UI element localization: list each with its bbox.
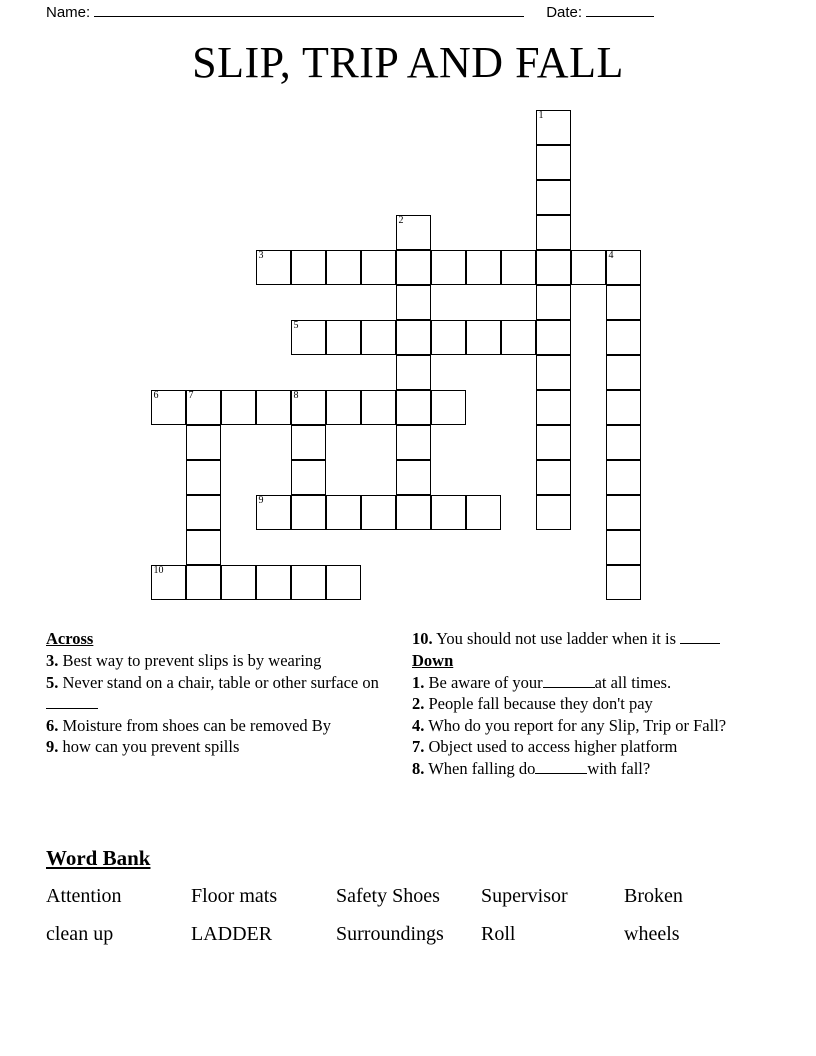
grid-cell-start-7[interactable]: [186, 390, 221, 425]
word-bank-item: Floor mats: [191, 885, 278, 907]
grid-cell-start-6[interactable]: [151, 390, 186, 425]
grid-cell-start-2[interactable]: [396, 215, 431, 250]
clue-text: You should not use ladder when it is: [436, 629, 677, 648]
clue-text: Who do you report for any Slip, Trip or Fall?: [428, 715, 727, 735]
word-bank-item: Supervisor: [481, 885, 568, 907]
grid-cell[interactable]: [291, 425, 326, 460]
grid-cell[interactable]: [571, 250, 606, 285]
across-heading: Across: [46, 629, 94, 648]
grid-cell[interactable]: [256, 565, 291, 600]
clue-text: When falling do: [428, 758, 536, 778]
clue-text: Be aware of your: [428, 672, 543, 692]
clue-across-3: [46, 650, 398, 672]
grid-cell[interactable]: [536, 180, 571, 215]
grid-cell-start-10[interactable]: [151, 565, 186, 600]
clue-down-7: [412, 736, 770, 758]
grid-cell[interactable]: [536, 460, 571, 495]
grid-cell[interactable]: [536, 425, 571, 460]
word-bank-list: [46, 881, 770, 949]
grid-cell[interactable]: [536, 390, 571, 425]
clue-blank[interactable]: [543, 674, 595, 688]
grid-cell[interactable]: [606, 565, 641, 600]
clues-column-left: [46, 628, 398, 758]
clue-down-1: [412, 672, 770, 694]
grid-cell[interactable]: [326, 390, 361, 425]
grid-cell[interactable]: [606, 530, 641, 565]
grid-cell[interactable]: [536, 250, 571, 285]
grid-cell[interactable]: [606, 285, 641, 320]
grid-cell-start-3[interactable]: [256, 250, 291, 285]
clues-column-right: [412, 628, 770, 779]
clue-text: People fall because they don't pay: [428, 694, 653, 713]
grid-clue-number: 1: [538, 110, 544, 121]
grid-cell[interactable]: [186, 565, 221, 600]
grid-cell[interactable]: [536, 320, 571, 355]
grid-cell[interactable]: [291, 565, 326, 600]
down-heading: Down: [412, 650, 454, 670]
grid-clue-number: 7: [188, 390, 194, 401]
word-bank-item: Surroundings: [336, 923, 444, 945]
clue-text-after: with fall?: [587, 758, 651, 778]
grid-cell[interactable]: [431, 320, 466, 355]
grid-cell[interactable]: [431, 250, 466, 285]
grid-cell[interactable]: [536, 355, 571, 390]
clue-down-8: [412, 758, 770, 780]
grid-cell[interactable]: [606, 425, 641, 460]
grid-cell[interactable]: [186, 425, 221, 460]
grid-cell[interactable]: [606, 495, 641, 530]
clue-number: 5.: [46, 672, 59, 692]
clue-text: how can you prevent spills: [62, 737, 240, 756]
word-bank-section: [46, 845, 770, 949]
grid-cell[interactable]: [186, 530, 221, 565]
grid-cell[interactable]: [431, 495, 466, 530]
grid-cell[interactable]: [466, 495, 501, 530]
grid-clue-number: 10: [153, 565, 164, 576]
grid-cell[interactable]: [396, 390, 431, 425]
clue-blank[interactable]: [46, 695, 98, 709]
grid-cell[interactable]: [466, 250, 501, 285]
grid-cell[interactable]: [291, 495, 326, 530]
clue-across-5: [46, 672, 398, 715]
clue-text: Best way to prevent slips is by wearing: [62, 651, 322, 670]
grid-cell[interactable]: [291, 460, 326, 495]
grid-cell[interactable]: [221, 565, 256, 600]
grid-cell[interactable]: [536, 215, 571, 250]
clue-number: 1.: [412, 672, 425, 692]
clue-text: Never stand on a chair, table or other surface on: [62, 672, 379, 692]
grid-cell-start-4[interactable]: [606, 250, 641, 285]
clue-number: 8.: [412, 758, 425, 778]
grid-cell[interactable]: [501, 320, 536, 355]
grid-clue-number: 2: [398, 215, 404, 226]
page-title: SLIP, TRIP AND FALL: [192, 38, 624, 87]
grid-cell[interactable]: [606, 390, 641, 425]
grid-cell-start-1[interactable]: [536, 110, 571, 145]
clue-across-6: [46, 715, 398, 737]
grid-cell[interactable]: [326, 565, 361, 600]
grid-cell[interactable]: [431, 390, 466, 425]
grid-cell[interactable]: [256, 390, 291, 425]
grid-clue-number: 8: [293, 390, 299, 401]
grid-cell[interactable]: [396, 250, 431, 285]
grid-cell[interactable]: [396, 285, 431, 320]
grid-cell[interactable]: [501, 250, 536, 285]
grid-cell[interactable]: [606, 355, 641, 390]
word-bank-item: Safety Shoes: [336, 885, 440, 907]
clue-number: 9.: [46, 737, 59, 756]
clue-number: 7.: [412, 737, 425, 756]
word-bank-item: wheels: [624, 923, 680, 945]
grid-cell[interactable]: [606, 460, 641, 495]
clue-blank[interactable]: [680, 630, 720, 644]
clue-down-2: [412, 693, 770, 715]
word-bank-item: Broken: [624, 885, 683, 907]
word-bank-item: Roll: [481, 923, 516, 945]
grid-cell[interactable]: [221, 390, 256, 425]
clue-across-9: [46, 736, 398, 758]
word-bank-item: clean up: [46, 923, 114, 945]
clue-across-10: [412, 628, 770, 650]
grid-cell-start-5[interactable]: [291, 320, 326, 355]
grid-cell[interactable]: [361, 390, 396, 425]
grid-cell[interactable]: [361, 495, 396, 530]
clue-text-after: at all times.: [594, 672, 672, 692]
grid-cell[interactable]: [326, 320, 361, 355]
clue-number: 6.: [46, 715, 59, 735]
clue-text: Object used to access higher platform: [428, 737, 678, 756]
grid-cell[interactable]: [396, 460, 431, 495]
word-bank-title: Word Bank: [46, 846, 151, 870]
word-bank-item: Attention: [46, 885, 122, 907]
grid-clue-number: 4: [608, 250, 614, 261]
clue-number: 4.: [412, 715, 425, 735]
clue-number: 10.: [412, 629, 433, 648]
grid-cell[interactable]: [536, 495, 571, 530]
grid-cell[interactable]: [396, 320, 431, 355]
grid-cell[interactable]: [606, 320, 641, 355]
grid-cell[interactable]: [361, 250, 396, 285]
clue-text: Moisture from shoes can be removed By: [62, 715, 332, 735]
grid-clue-number: 9: [258, 495, 264, 506]
clue-down-4: [412, 715, 770, 737]
grid-clue-number: 6: [153, 390, 159, 401]
grid-cell[interactable]: [536, 285, 571, 320]
clue-number: 2.: [412, 694, 425, 713]
grid-cell[interactable]: [361, 320, 396, 355]
grid-cell[interactable]: [536, 145, 571, 180]
grid-cell[interactable]: [186, 460, 221, 495]
grid-cell[interactable]: [186, 495, 221, 530]
grid-cell[interactable]: [326, 250, 361, 285]
grid-cell-start-8[interactable]: [291, 390, 326, 425]
grid-cell-start-9[interactable]: [256, 495, 291, 530]
grid-cell[interactable]: [396, 425, 431, 460]
clue-number: 3.: [46, 651, 59, 670]
grid-cell[interactable]: [466, 320, 501, 355]
grid-cell[interactable]: [396, 355, 431, 390]
word-bank-item: LADDER: [191, 923, 273, 945]
grid-cell[interactable]: [396, 495, 431, 530]
grid-cell[interactable]: [326, 495, 361, 530]
grid-clue-number: 3: [258, 250, 264, 261]
grid-cell[interactable]: [291, 250, 326, 285]
grid-clue-number: 5: [293, 320, 299, 331]
date-label: Date:: [546, 4, 583, 21]
clue-blank[interactable]: [535, 760, 587, 774]
clues-section: [46, 628, 770, 838]
name-label: Name:: [46, 4, 91, 21]
